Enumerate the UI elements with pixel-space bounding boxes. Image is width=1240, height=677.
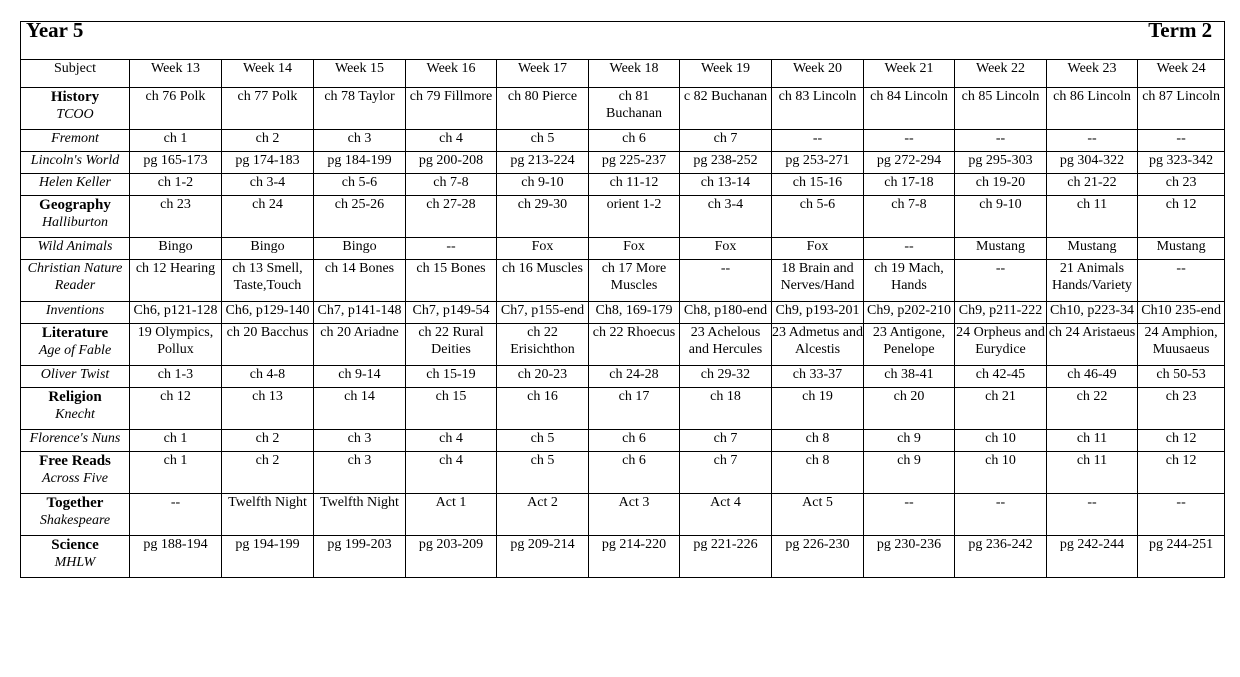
assignment-cell: ch 6 <box>589 130 680 152</box>
assignment-cell: -- <box>680 260 772 302</box>
assignment-cell: ch 5 <box>497 430 589 452</box>
week-column-header: Week 16 <box>406 60 497 88</box>
schedule-row <box>21 536 1225 578</box>
assignment-cell: ch 1-3 <box>130 366 222 388</box>
subject-name: Free Reads <box>39 453 111 469</box>
assignment-cell: ch 42-45 <box>955 366 1047 388</box>
subject-cell <box>21 152 130 174</box>
assignment-cell: -- <box>1047 494 1138 536</box>
assignment-cell: ch 4 <box>406 430 497 452</box>
subject-book: Across Five <box>42 471 108 486</box>
assignment-cell: ch 78 Taylor <box>314 88 406 130</box>
assignment-cell: ch 22 Rural Deities <box>406 324 497 366</box>
week-column-header: Week 24 <box>1138 60 1225 88</box>
assignment-cell: -- <box>1047 130 1138 152</box>
assignment-cell: ch 9-10 <box>497 174 589 196</box>
assignment-cell: pg 236-242 <box>955 536 1047 578</box>
assignment-cell: ch 2 <box>222 130 314 152</box>
assignment-cell: ch 4 <box>406 130 497 152</box>
assignment-cell: ch 23 <box>1138 174 1225 196</box>
subject-name: Together <box>46 495 104 511</box>
assignment-cell: pg 165-173 <box>130 152 222 174</box>
assignment-cell: ch 50-53 <box>1138 366 1225 388</box>
assignment-cell: ch 19 Mach, Hands <box>864 260 955 302</box>
schedule-row <box>21 388 1225 430</box>
assignment-cell: ch 19 <box>772 388 864 430</box>
assignment-cell: ch 13 Smell, Taste,Touch <box>222 260 314 302</box>
subject-name: Geography <box>39 197 111 213</box>
subject-cell <box>21 260 130 302</box>
subject-cell <box>21 238 130 260</box>
assignment-cell: Ch9, p193-201 <box>772 302 864 324</box>
assignment-cell: pg 194-199 <box>222 536 314 578</box>
assignment-cell: Mustang <box>1047 238 1138 260</box>
assignment-cell: ch 21-22 <box>1047 174 1138 196</box>
assignment-cell: Act 1 <box>406 494 497 536</box>
assignment-cell: Ch8, p180-end <box>680 302 772 324</box>
subject-book: Knecht <box>55 407 95 422</box>
assignment-cell: Ch9, p202-210 <box>864 302 955 324</box>
assignment-cell: Fox <box>680 238 772 260</box>
assignment-cell: pg 221-226 <box>680 536 772 578</box>
assignment-cell: ch 5 <box>497 130 589 152</box>
assignment-cell: ch 5-6 <box>314 174 406 196</box>
subject-cell <box>21 430 130 452</box>
assignment-cell: pg 253-271 <box>772 152 864 174</box>
assignment-cell: 23 Admetus and Alcestis <box>772 324 864 366</box>
assignment-cell: pg 188-194 <box>130 536 222 578</box>
subject-book: Fremont <box>51 131 99 146</box>
subject-cell <box>21 196 130 238</box>
assignment-cell: Bingo <box>314 238 406 260</box>
week-column-header: Week 18 <box>589 60 680 88</box>
assignment-cell: pg 199-203 <box>314 536 406 578</box>
assignment-cell: ch 3-4 <box>680 196 772 238</box>
schedule-row <box>21 260 1225 302</box>
subject-cell <box>21 536 130 578</box>
schedule-row <box>21 130 1225 152</box>
assignment-cell: ch 2 <box>222 430 314 452</box>
subject-cell <box>21 130 130 152</box>
subject-book: Lincoln's World <box>30 153 120 168</box>
title-row <box>21 22 1225 60</box>
assignment-cell: ch 84 Lincoln <box>864 88 955 130</box>
assignment-cell: ch 1 <box>130 430 222 452</box>
assignment-cell: -- <box>406 238 497 260</box>
assignment-cell: Ch8, 169-179 <box>589 302 680 324</box>
assignment-cell: ch 1 <box>130 452 222 494</box>
subject-book: Oliver Twist <box>40 367 110 382</box>
assignment-cell: ch 23 <box>130 196 222 238</box>
assignment-cell: pg 323-342 <box>1138 152 1225 174</box>
assignment-cell: ch 24-28 <box>589 366 680 388</box>
schedule-row <box>21 174 1225 196</box>
assignment-cell: -- <box>955 130 1047 152</box>
assignment-cell: ch 11 <box>1047 430 1138 452</box>
assignment-cell: ch 22 Erisichthon <box>497 324 589 366</box>
assignment-cell: ch 27-28 <box>406 196 497 238</box>
subject-column-header: Subject <box>21 60 130 88</box>
assignment-cell: ch 83 Lincoln <box>772 88 864 130</box>
assignment-cell: ch 85 Lincoln <box>955 88 1047 130</box>
assignment-cell: orient 1-2 <box>589 196 680 238</box>
assignment-cell: ch 5-6 <box>772 196 864 238</box>
assignment-cell: Bingo <box>222 238 314 260</box>
assignment-cell: Ch7, p155-end <box>497 302 589 324</box>
assignment-cell: Ch6, p121-128 <box>130 302 222 324</box>
subject-cell <box>21 494 130 536</box>
assignment-cell: ch 7 <box>680 430 772 452</box>
assignment-cell: ch 12 <box>1138 430 1225 452</box>
assignment-cell: ch 19-20 <box>955 174 1047 196</box>
subject-book: Florence's Nuns <box>29 431 121 446</box>
subject-book: MHLW <box>54 555 96 570</box>
assignment-cell: Twelfth Night <box>314 494 406 536</box>
assignment-cell: pg 238-252 <box>680 152 772 174</box>
assignment-cell: ch 6 <box>589 452 680 494</box>
week-column-header: Week 20 <box>772 60 864 88</box>
assignment-cell: pg 203-209 <box>406 536 497 578</box>
subject-name: History <box>50 89 100 105</box>
assignment-cell: pg 304-322 <box>1047 152 1138 174</box>
subject-book: Halliburton <box>41 215 109 230</box>
assignment-cell: ch 80 Pierce <box>497 88 589 130</box>
assignment-cell: ch 15 <box>406 388 497 430</box>
assignment-cell: ch 12 <box>130 388 222 430</box>
assignment-cell: Ch10 235-end <box>1138 302 1225 324</box>
assignment-cell: Ch7, p141-148 <box>314 302 406 324</box>
subject-cell <box>21 174 130 196</box>
term-title: Term 2 <box>1148 18 1213 42</box>
assignment-cell: ch 4-8 <box>222 366 314 388</box>
assignment-cell: -- <box>955 494 1047 536</box>
assignment-cell: 19 Olympics, Pollux <box>130 324 222 366</box>
assignment-cell: ch 38-41 <box>864 366 955 388</box>
assignment-cell: ch 5 <box>497 452 589 494</box>
assignment-cell: ch 22 <box>1047 388 1138 430</box>
assignment-cell: ch 10 <box>955 452 1047 494</box>
schedule-row <box>21 430 1225 452</box>
schedule-body <box>21 88 1225 578</box>
subject-name: Science <box>51 537 99 553</box>
assignment-cell: ch 29-32 <box>680 366 772 388</box>
subject-book: Christian Nature Reader <box>27 261 123 293</box>
schedule-row <box>21 196 1225 238</box>
assignment-cell: Twelfth Night <box>222 494 314 536</box>
assignment-cell: ch 9 <box>864 452 955 494</box>
assignment-cell: ch 4 <box>406 452 497 494</box>
assignment-cell: pg 200-208 <box>406 152 497 174</box>
assignment-cell: -- <box>955 260 1047 302</box>
assignment-cell: ch 16 <box>497 388 589 430</box>
subject-cell <box>21 324 130 366</box>
week-column-header: Week 15 <box>314 60 406 88</box>
assignment-cell: ch 18 <box>680 388 772 430</box>
assignment-cell: pg 213-224 <box>497 152 589 174</box>
assignment-cell: Ch6, p129-140 <box>222 302 314 324</box>
column-header-row <box>21 60 1225 88</box>
assignment-cell: pg 242-244 <box>1047 536 1138 578</box>
assignment-cell: ch 20-23 <box>497 366 589 388</box>
assignment-cell: ch 11-12 <box>589 174 680 196</box>
assignment-cell: ch 24 <box>222 196 314 238</box>
assignment-cell: ch 7 <box>680 130 772 152</box>
assignment-cell: ch 11 <box>1047 196 1138 238</box>
assignment-cell: ch 33-37 <box>772 366 864 388</box>
assignment-cell: ch 76 Polk <box>130 88 222 130</box>
assignment-cell: ch 79 Fillmore <box>406 88 497 130</box>
assignment-cell: ch 22 Rhoecus <box>589 324 680 366</box>
assignment-cell: -- <box>1138 130 1225 152</box>
assignment-cell: ch 13-14 <box>680 174 772 196</box>
assignment-cell: pg 209-214 <box>497 536 589 578</box>
assignment-cell: ch 1-2 <box>130 174 222 196</box>
subject-cell <box>21 88 130 130</box>
assignment-cell: Ch9, p211-222 <box>955 302 1047 324</box>
week-column-header: Week 17 <box>497 60 589 88</box>
assignment-cell: ch 77 Polk <box>222 88 314 130</box>
schedule-row <box>21 494 1225 536</box>
assignment-cell: ch 2 <box>222 452 314 494</box>
assignment-cell: ch 25-26 <box>314 196 406 238</box>
schedule-row <box>21 452 1225 494</box>
week-column-header: Week 22 <box>955 60 1047 88</box>
assignment-cell: ch 8 <box>772 430 864 452</box>
assignment-cell: -- <box>1138 260 1225 302</box>
assignment-cell: -- <box>1138 494 1225 536</box>
subject-name: Religion <box>48 389 102 405</box>
assignment-cell: -- <box>864 130 955 152</box>
subject-book: Age of Fable <box>38 343 112 358</box>
week-column-header: Week 21 <box>864 60 955 88</box>
assignment-cell: Mustang <box>955 238 1047 260</box>
assignment-cell: pg 225-237 <box>589 152 680 174</box>
assignment-cell: Act 3 <box>589 494 680 536</box>
assignment-cell: Fox <box>772 238 864 260</box>
assignment-cell: ch 17-18 <box>864 174 955 196</box>
subject-cell <box>21 452 130 494</box>
assignment-cell: ch 7 <box>680 452 772 494</box>
subject-book: Helen Keller <box>39 175 111 190</box>
assignment-cell: 23 Antigone, Penelope <box>864 324 955 366</box>
week-column-header: Week 14 <box>222 60 314 88</box>
assignment-cell: ch 87 Lincoln <box>1138 88 1225 130</box>
assignment-cell: ch 6 <box>589 430 680 452</box>
schedule-row <box>21 302 1225 324</box>
assignment-cell: ch 15-19 <box>406 366 497 388</box>
week-column-header: Week 13 <box>130 60 222 88</box>
assignment-cell: ch 15 Bones <box>406 260 497 302</box>
assignment-cell: ch 16 Muscles <box>497 260 589 302</box>
subject-book: Inventions <box>45 303 105 318</box>
assignment-cell: -- <box>864 494 955 536</box>
assignment-cell: ch 17 More Muscles <box>589 260 680 302</box>
assignment-cell: ch 20 Bacchus <box>222 324 314 366</box>
assignment-cell: ch 1 <box>130 130 222 152</box>
assignment-cell: Act 2 <box>497 494 589 536</box>
subject-cell <box>21 366 130 388</box>
assignment-cell: ch 3 <box>314 430 406 452</box>
assignment-cell: pg 214-220 <box>589 536 680 578</box>
assignment-cell: ch 29-30 <box>497 196 589 238</box>
assignment-cell: ch 12 Hearing <box>130 260 222 302</box>
subject-name: Literature <box>41 325 109 341</box>
assignment-cell: ch 21 <box>955 388 1047 430</box>
assignment-cell: ch 14 <box>314 388 406 430</box>
assignment-cell: ch 9-10 <box>955 196 1047 238</box>
assignment-cell: ch 46-49 <box>1047 366 1138 388</box>
assignment-cell: Act 4 <box>680 494 772 536</box>
assignment-cell: ch 20 Ariadne <box>314 324 406 366</box>
assignment-cell: ch 9 <box>864 430 955 452</box>
subject-cell <box>21 388 130 430</box>
assignment-cell: ch 24 Aristaeus <box>1047 324 1138 366</box>
assignment-cell: ch 3 <box>314 130 406 152</box>
assignment-cell: Ch10, p223-34 <box>1047 302 1138 324</box>
assignment-cell: ch 3-4 <box>222 174 314 196</box>
week-column-header: Week 23 <box>1047 60 1138 88</box>
assignment-cell: Bingo <box>130 238 222 260</box>
schedule-row <box>21 366 1225 388</box>
subject-book: Shakespeare <box>39 513 111 528</box>
assignment-cell: Fox <box>589 238 680 260</box>
assignment-cell: 24 Orpheus and Eurydice <box>955 324 1047 366</box>
assignment-cell: pg 184-199 <box>314 152 406 174</box>
assignment-cell: pg 272-294 <box>864 152 955 174</box>
week-column-header: Week 19 <box>680 60 772 88</box>
assignment-cell: ch 14 Bones <box>314 260 406 302</box>
schedule-row <box>21 324 1225 366</box>
subject-book: TCOO <box>56 107 94 122</box>
schedule-row <box>21 238 1225 260</box>
assignment-cell: 24 Amphion, Muusaeus <box>1138 324 1225 366</box>
assignment-cell: ch 7-8 <box>406 174 497 196</box>
assignment-cell: pg 295-303 <box>955 152 1047 174</box>
assignment-cell: ch 17 <box>589 388 680 430</box>
assignment-cell: Mustang <box>1138 238 1225 260</box>
assignment-cell: c 82 Buchanan <box>680 88 772 130</box>
assignment-cell: 18 Brain and Nerves/Hand <box>772 260 864 302</box>
assignment-cell: ch 11 <box>1047 452 1138 494</box>
assignment-cell: 23 Achelous and Hercules <box>680 324 772 366</box>
schedule-row <box>21 88 1225 130</box>
assignment-cell: pg 230-236 <box>864 536 955 578</box>
assignment-cell: ch 20 <box>864 388 955 430</box>
assignment-cell: ch 86 Lincoln <box>1047 88 1138 130</box>
assignment-cell: -- <box>772 130 864 152</box>
schedule-table <box>20 18 1225 578</box>
assignment-cell: ch 13 <box>222 388 314 430</box>
assignment-cell: -- <box>130 494 222 536</box>
assignment-cell: ch 15-16 <box>772 174 864 196</box>
assignment-cell: Ch7, p149-54 <box>406 302 497 324</box>
assignment-cell: pg 244-251 <box>1138 536 1225 578</box>
assignment-cell: ch 12 <box>1138 452 1225 494</box>
assignment-cell: ch 8 <box>772 452 864 494</box>
assignment-cell: ch 3 <box>314 452 406 494</box>
assignment-cell: pg 226-230 <box>772 536 864 578</box>
assignment-cell: ch 7-8 <box>864 196 955 238</box>
assignment-cell: ch 23 <box>1138 388 1225 430</box>
assignment-cell: ch 10 <box>955 430 1047 452</box>
assignment-cell: ch 9-14 <box>314 366 406 388</box>
assignment-cell: -- <box>864 238 955 260</box>
assignment-cell: ch 12 <box>1138 196 1225 238</box>
assignment-cell: pg 174-183 <box>222 152 314 174</box>
schedule-row <box>21 152 1225 174</box>
assignment-cell: 21 Animals Hands/Variety <box>1047 260 1138 302</box>
subject-cell <box>21 302 130 324</box>
subject-book: Wild Animals <box>37 239 113 254</box>
assignment-cell: ch 81 Buchanan <box>589 88 680 130</box>
assignment-cell: Fox <box>497 238 589 260</box>
year-title: Year 5 <box>26 18 84 42</box>
assignment-cell: Act 5 <box>772 494 864 536</box>
